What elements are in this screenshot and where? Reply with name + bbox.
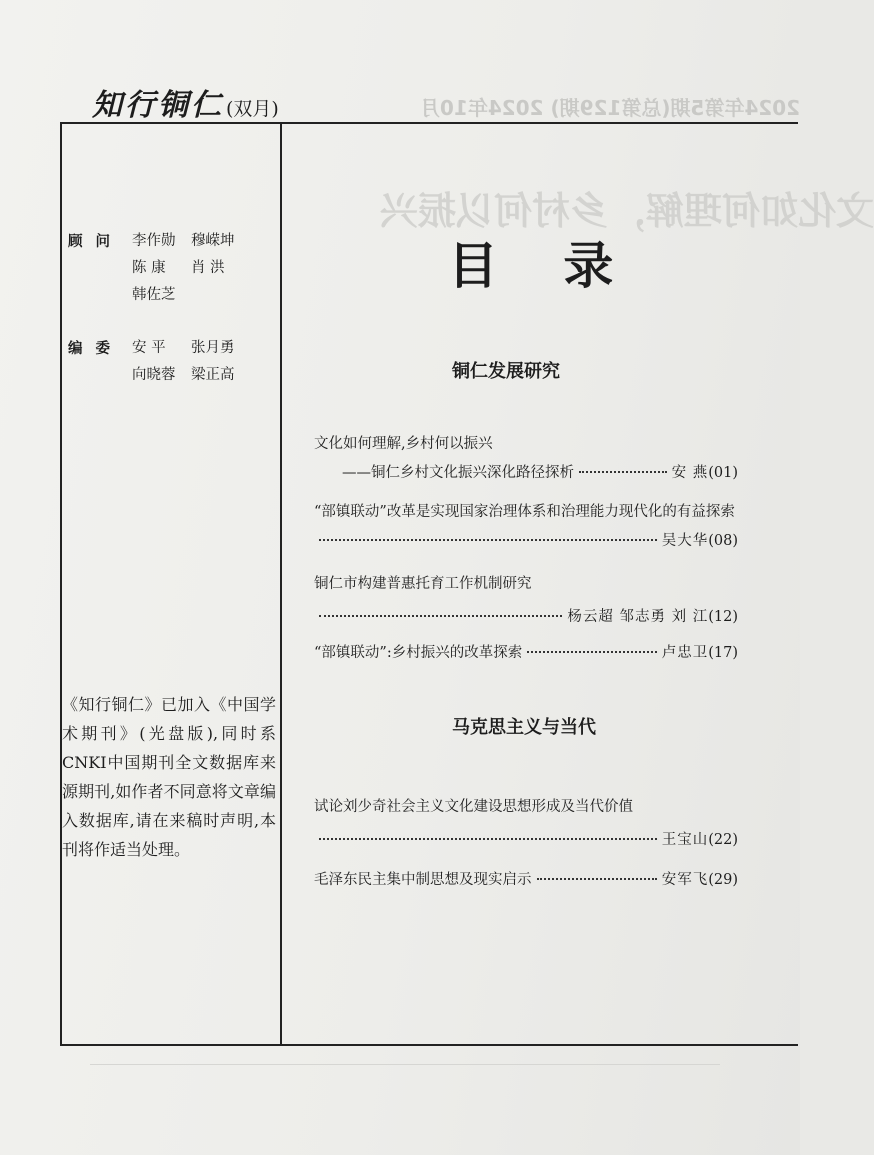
- entry-author: 吴大华: [661, 533, 709, 549]
- column-divider: [280, 122, 282, 1044]
- entry-line: [314, 529, 738, 550]
- advisor-name: 肖 洪: [191, 260, 225, 276]
- leader-dots: [319, 838, 657, 840]
- entry-line: [314, 461, 738, 482]
- journal-masthead: [92, 80, 279, 124]
- toc-entry[interactable]: [314, 432, 738, 482]
- toc-entry[interactable]: [314, 868, 738, 889]
- entry-page: (17): [708, 645, 738, 661]
- board-member-name: 张月勇: [191, 340, 235, 356]
- toc-entry[interactable]: [314, 795, 738, 849]
- bleed-through-text: 2024年第5期(总第129期) 2024年10月: [420, 96, 801, 120]
- entry-title: 文化如何理解,乡村何以振兴: [314, 436, 493, 452]
- entry-line: [314, 641, 738, 662]
- entry-page: (01): [708, 465, 738, 481]
- entry-author: 王宝山: [661, 832, 709, 848]
- section-heading: 马克思主义与当代: [452, 717, 596, 738]
- entry-title: 试论刘少奇社会主义文化建设思想形成及当代价值: [314, 799, 633, 815]
- board-member-name: 向晓蓉: [132, 367, 176, 383]
- advisor-names: [132, 228, 273, 309]
- entry-line: [314, 605, 738, 626]
- entry-author: 安 燕: [671, 465, 709, 481]
- leader-dots: [319, 615, 562, 617]
- board-row: [68, 335, 273, 389]
- entry-author: 安军飞: [661, 872, 709, 888]
- toc-entry[interactable]: [314, 641, 738, 662]
- section-heading: 铜仁发展研究: [452, 361, 560, 382]
- advisor-name: 李作勋: [132, 233, 176, 249]
- advisors-label: 顾 问: [68, 233, 115, 250]
- entry-line: [314, 868, 738, 889]
- board-label: 编 委: [68, 340, 115, 357]
- journal-title: 知行铜仁: [92, 88, 224, 123]
- database-notice: 《知行铜仁》已加入《中国学术期刊》(光盘版),同时系CNKI中国期刊全文数据库来源期刊,如作者不同意将文章编入数据库,请在来稿时声明,本刊将作适当处理。: [62, 695, 276, 859]
- advisor-name: 陈 康: [132, 260, 166, 276]
- entry-title: 铜仁市构建普惠托育工作机制研究: [314, 576, 532, 592]
- editorial-board: [68, 228, 273, 389]
- board-member-name: 安 平: [132, 340, 166, 356]
- leader-dots: [579, 471, 667, 473]
- leader-dots: [527, 651, 657, 653]
- board-names: [132, 335, 273, 389]
- toc-entry[interactable]: [314, 500, 738, 550]
- board-member-name: 梁正高: [191, 367, 235, 383]
- journal-frequency: (双月): [226, 98, 279, 120]
- entry-title: “部镇联动”:乡村振兴的改革探索: [314, 645, 523, 661]
- bleed-through-footer: [90, 1064, 720, 1079]
- leader-dots: [537, 878, 657, 880]
- entry-author: 卢忠卫: [661, 645, 709, 661]
- entry-title: 毛泽东民主集中制思想及现实启示: [314, 872, 532, 888]
- entry-page: (08): [708, 533, 738, 549]
- entry-author: 杨云超 邹志勇 刘 江: [567, 609, 709, 625]
- leader-dots: [319, 539, 657, 541]
- toc-entry[interactable]: [314, 572, 738, 626]
- entry-line: [314, 828, 738, 849]
- entry-title: “部镇联动”改革是实现国家治理体系和治理能力现代化的有益探索: [314, 504, 735, 520]
- entry-subtitle: ——铜仁乡村文化振兴深化路径探析: [342, 465, 574, 481]
- bleed-through-heading: 文化如何理解，乡村何以振兴: [380, 189, 874, 233]
- advisor-name: 韩佐芝: [132, 287, 176, 303]
- advisor-name: 穆嵘坤: [191, 233, 235, 249]
- entry-page: (29): [708, 872, 738, 888]
- toc-title: 目 录: [448, 237, 638, 295]
- entry-page: (12): [708, 609, 738, 625]
- advisors-row: [68, 228, 273, 309]
- entry-page: (22): [708, 832, 738, 848]
